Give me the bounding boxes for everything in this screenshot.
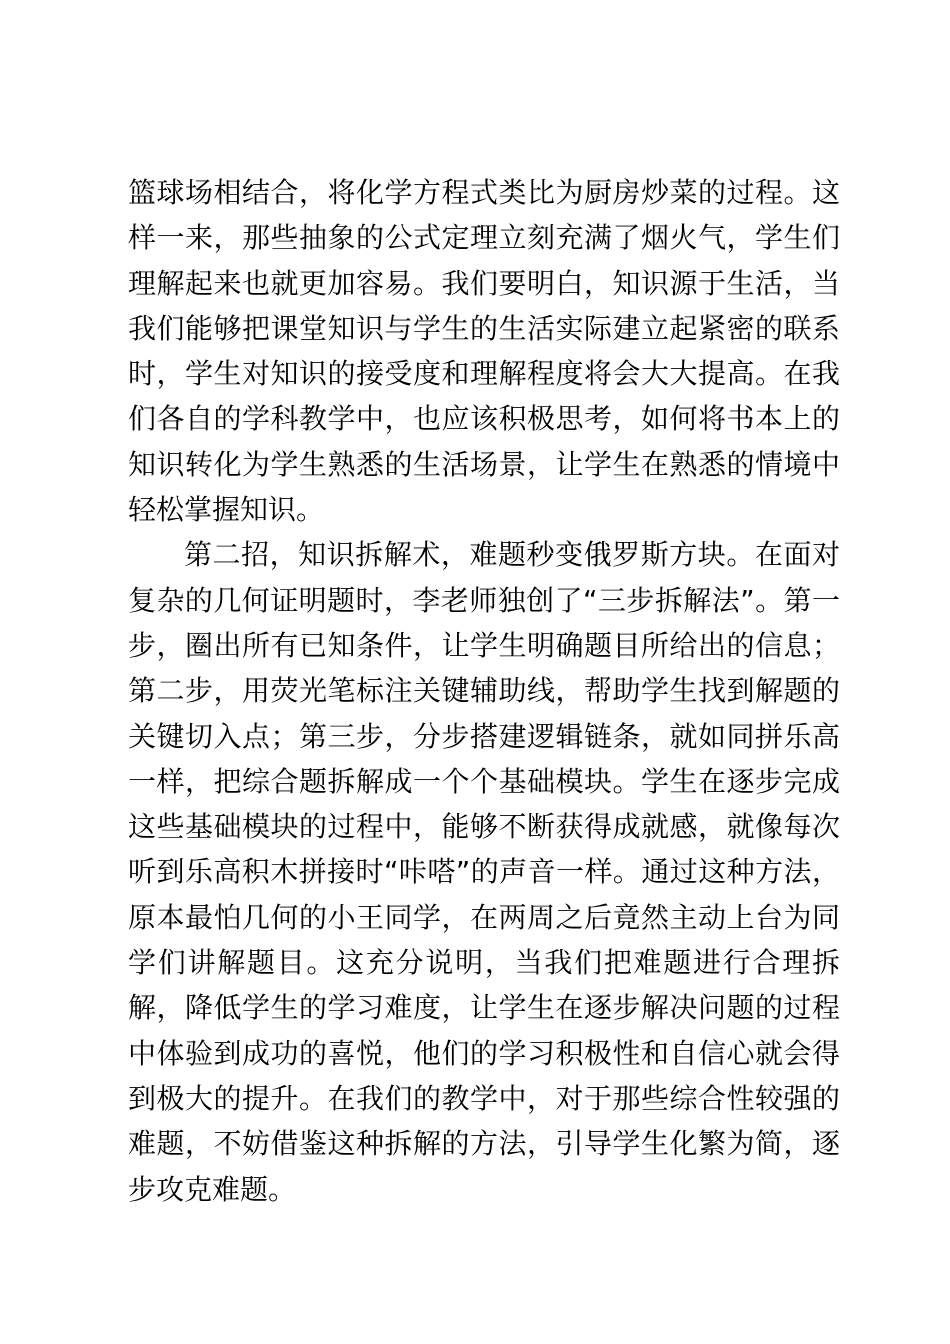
paragraph-continuation: 篮球场相结合，将化学方程式类比为厨房炒菜的过程。这样一来，那些抽象的公式定理立刻充满了烟火气，学生们理解起来也就更加容易。我们要明白，知识源于生活，当我们能够把课堂知识与学生的生活实际建立起紧密的联系时，学生对知识的接受度和理解程度将会大大提高。在我们各自的学科教学中，也应该积极思考，如何将书本上的知识转化为学生熟悉的生活场景，让学生在熟悉的情境中轻松掌握知识。: [128, 176, 840, 527]
document-page: [128, 170, 840, 1212]
paragraph-second-method: 第二招，知识拆解术，难题秒变俄罗斯方块。在面对复杂的几何证明题时，李老师独创了“三步拆解法”。第一步，圈出所有已知条件，让学生明确题目所给出的信息；第二步，用荧光笔标注关键辅助线，帮助学生找到解题的关键切入点；第三步，分步搭建逻辑链条，就如同拼乐高一样，把综合题拆解成一个个基础模块。学生在逐步完成这些基础模块的过程中，能够不断获得成就感，就像每次听到乐高积木拼接时“咔嗒”的声音一样。通过这种方法，原本最怕几何的小王同学，在两周之后竟然主动上台为同学们讲解题目。这充分说明，当我们把难题进行合理拆解，降低学生的学习难度，让学生在逐步解决问题的过程中体验到成功的喜悦，他们的学习积极性和自信心就会得到极大的提升。在我们的教学中，对于那些综合性较强的难题，不妨借鉴这种拆解的方法，引导学生化繁为简，逐步攻克难题。: [128, 538, 840, 1206]
